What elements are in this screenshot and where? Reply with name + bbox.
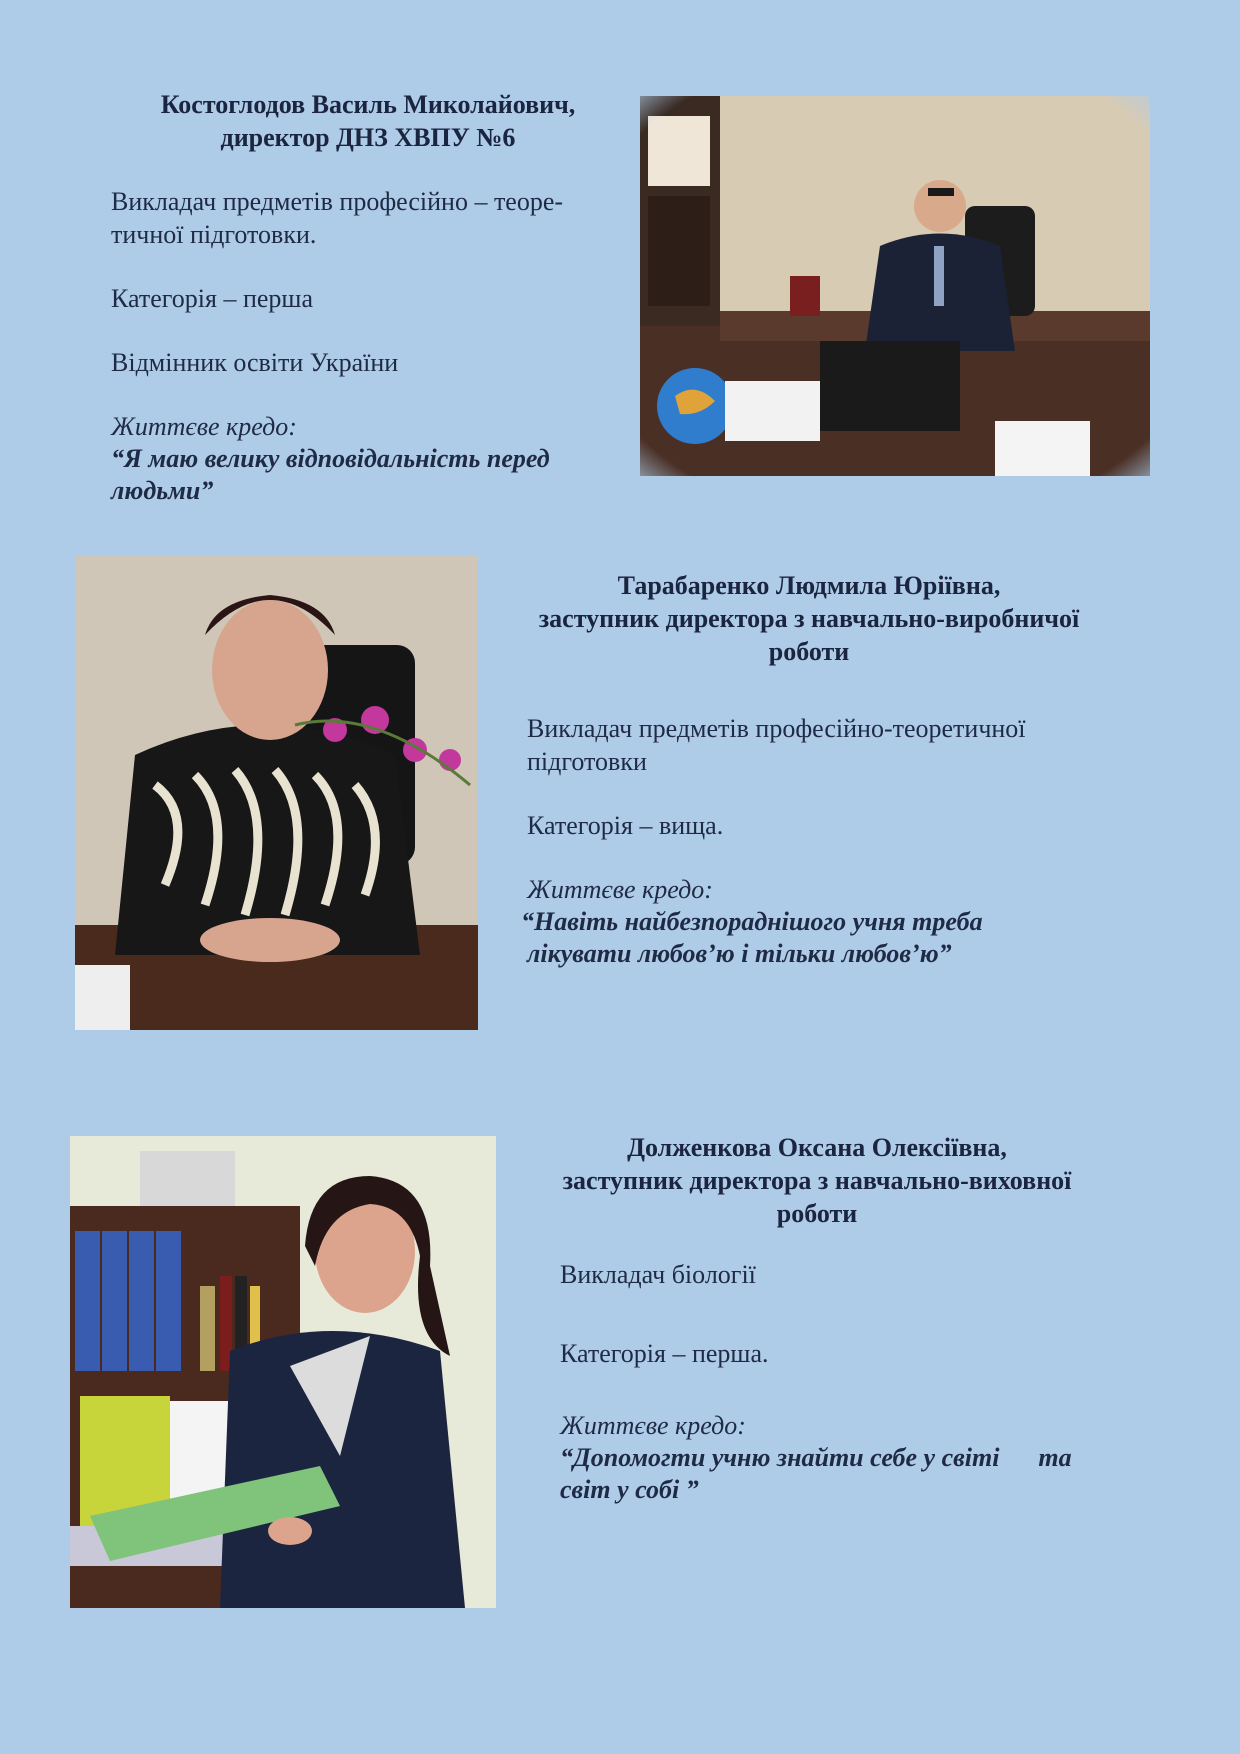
credo-quote: лікувати любов’ю і тільки любов’ю”	[527, 939, 952, 968]
subject-text: Викладач біології	[560, 1260, 756, 1289]
credo-quote: “Допомогти учню знайти себе у світі та	[560, 1443, 1072, 1472]
photo-deputy-education	[70, 1136, 496, 1608]
person-name: Костоглодов Василь Миколайович,	[160, 90, 576, 119]
credo-quote: людьми”	[111, 476, 214, 505]
subject-text: Викладач предметів професійно-теоретичної	[527, 714, 1026, 743]
person-role: роботи	[776, 1199, 858, 1228]
credo-label: Життєве кредо:	[560, 1411, 746, 1440]
person-card-director	[108, 88, 628, 154]
person-card-deputy-education	[522, 1131, 1112, 1230]
person-name: Долженкова Оксана Олексіївна,	[627, 1133, 1007, 1162]
credo-label: Життєве кредо:	[111, 412, 297, 441]
category-text: Категорія – перша	[111, 284, 313, 313]
subject-text: підготовки	[527, 747, 647, 776]
person-name: Тарабаренко Людмила Юріївна,	[617, 571, 1001, 600]
category-text: Категорія – вища.	[527, 811, 724, 840]
category-text: Категорія – перша.	[560, 1339, 769, 1368]
person-details	[111, 185, 631, 507]
credo-quote: “Я маю велику відповідальність перед	[111, 444, 550, 473]
subject-text: Викладач предметів професійно – теоре-	[111, 187, 564, 216]
photo-director	[640, 96, 1150, 476]
credo-quote: “Навіть найбезпораднішого учня треба	[521, 907, 983, 936]
person-card-deputy-production	[495, 569, 1123, 668]
credo-quote: світ у собі ”	[560, 1475, 699, 1504]
award-text: Відмінник освіти України	[111, 348, 399, 377]
subject-text: тичної підготовки.	[111, 220, 317, 249]
photo-deputy-production	[75, 555, 478, 1030]
person-details	[560, 1258, 1150, 1506]
credo-label: Життєве кредо:	[527, 875, 713, 904]
person-details	[521, 712, 1127, 970]
person-role: директор ДНЗ ХВПУ №6	[220, 123, 516, 152]
person-role: заступник директора з навчально-виховної	[562, 1166, 1072, 1195]
person-role: роботи	[768, 637, 850, 666]
person-role: заступник директора з навчально-виробничої	[538, 604, 1080, 633]
